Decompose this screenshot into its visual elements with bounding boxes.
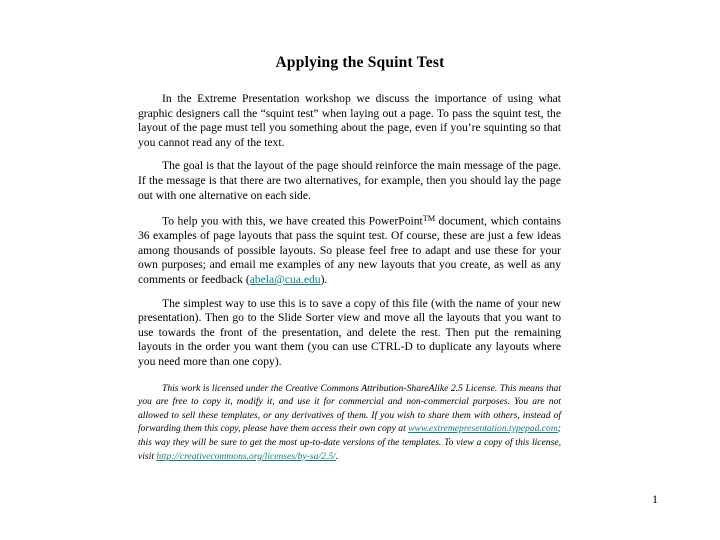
- license-text-between-links: ; this way they will be sure to get the most up-to-date versions of the templates. To view a copy of this license, visit: [138, 423, 561, 462]
- trademark-symbol: TM: [422, 214, 435, 224]
- paragraph-goal: The goal is that the layout of the page should reinforce the main message of the page. If the message is that there are two alternatives, for example, then you should lay the page out with one alternative on each side.: [138, 159, 561, 202]
- creative-commons-license-link[interactable]: http://creativecommons.org/licenses/by-sa/2.5/: [156, 450, 336, 462]
- paragraph-powerpoint-text-before-trademark: To help you with this, we have created this PowerPoint: [162, 214, 423, 228]
- license-text-before-blog-link: This work is licensed under the Creative Commons Attribution-ShareAlike 2.5 License. This means that you are free to copy it, modify it, and use it for commercial and non-commercial purposes. You are not allowed to sell these templates, or any derivatives of them. If you wish to share them with others, instead of forwarding them this copy, please have them access their own copy at: [138, 382, 561, 435]
- paragraph-powerpoint-text-after-trademark: document, which contains 36 examples of page layouts that pass the squint test. Of course, these are just a few ideas among thousands of possible layouts. So please feel free to adapt and use these for your own purposes; and email me examples of any new layouts that you create, as well as any comments or feedback (: [138, 214, 561, 287]
- paragraph-intro: In the Extreme Presentation workshop we discuss the importance of using what graphic designers call the “squint test” when laying out a page. To pass the squint test, the layout of the page must tell you something about the page, even if you’re squinting so that you cannot read any of the text.: [138, 92, 561, 149]
- paragraph-powerpoint: [138, 212, 561, 287]
- extreme-presentation-blog-link[interactable]: www.extremepresentation.typepad.com: [408, 423, 558, 435]
- license-text-after-link: .: [335, 450, 339, 462]
- page-title: Applying the Squint Test: [275, 54, 445, 72]
- paragraph-powerpoint-tail: ).: [320, 273, 328, 287]
- paragraph-usage: The simplest way to use this is to save a copy of this file (with the name of your new presentation). Then go to the Slide Sorter view and move all the layouts that you want to use towards the front of the presentation, and delete the rest. Then put the remaining layouts in the order you want them (you can use CTRL-D to duplicate any layouts where you need more than one copy).: [138, 296, 561, 369]
- document-body: [138, 92, 561, 463]
- page-number: 1: [652, 492, 658, 506]
- license-paragraph: [138, 382, 561, 464]
- author-email-link[interactable]: abela@cua.edu: [249, 273, 321, 287]
